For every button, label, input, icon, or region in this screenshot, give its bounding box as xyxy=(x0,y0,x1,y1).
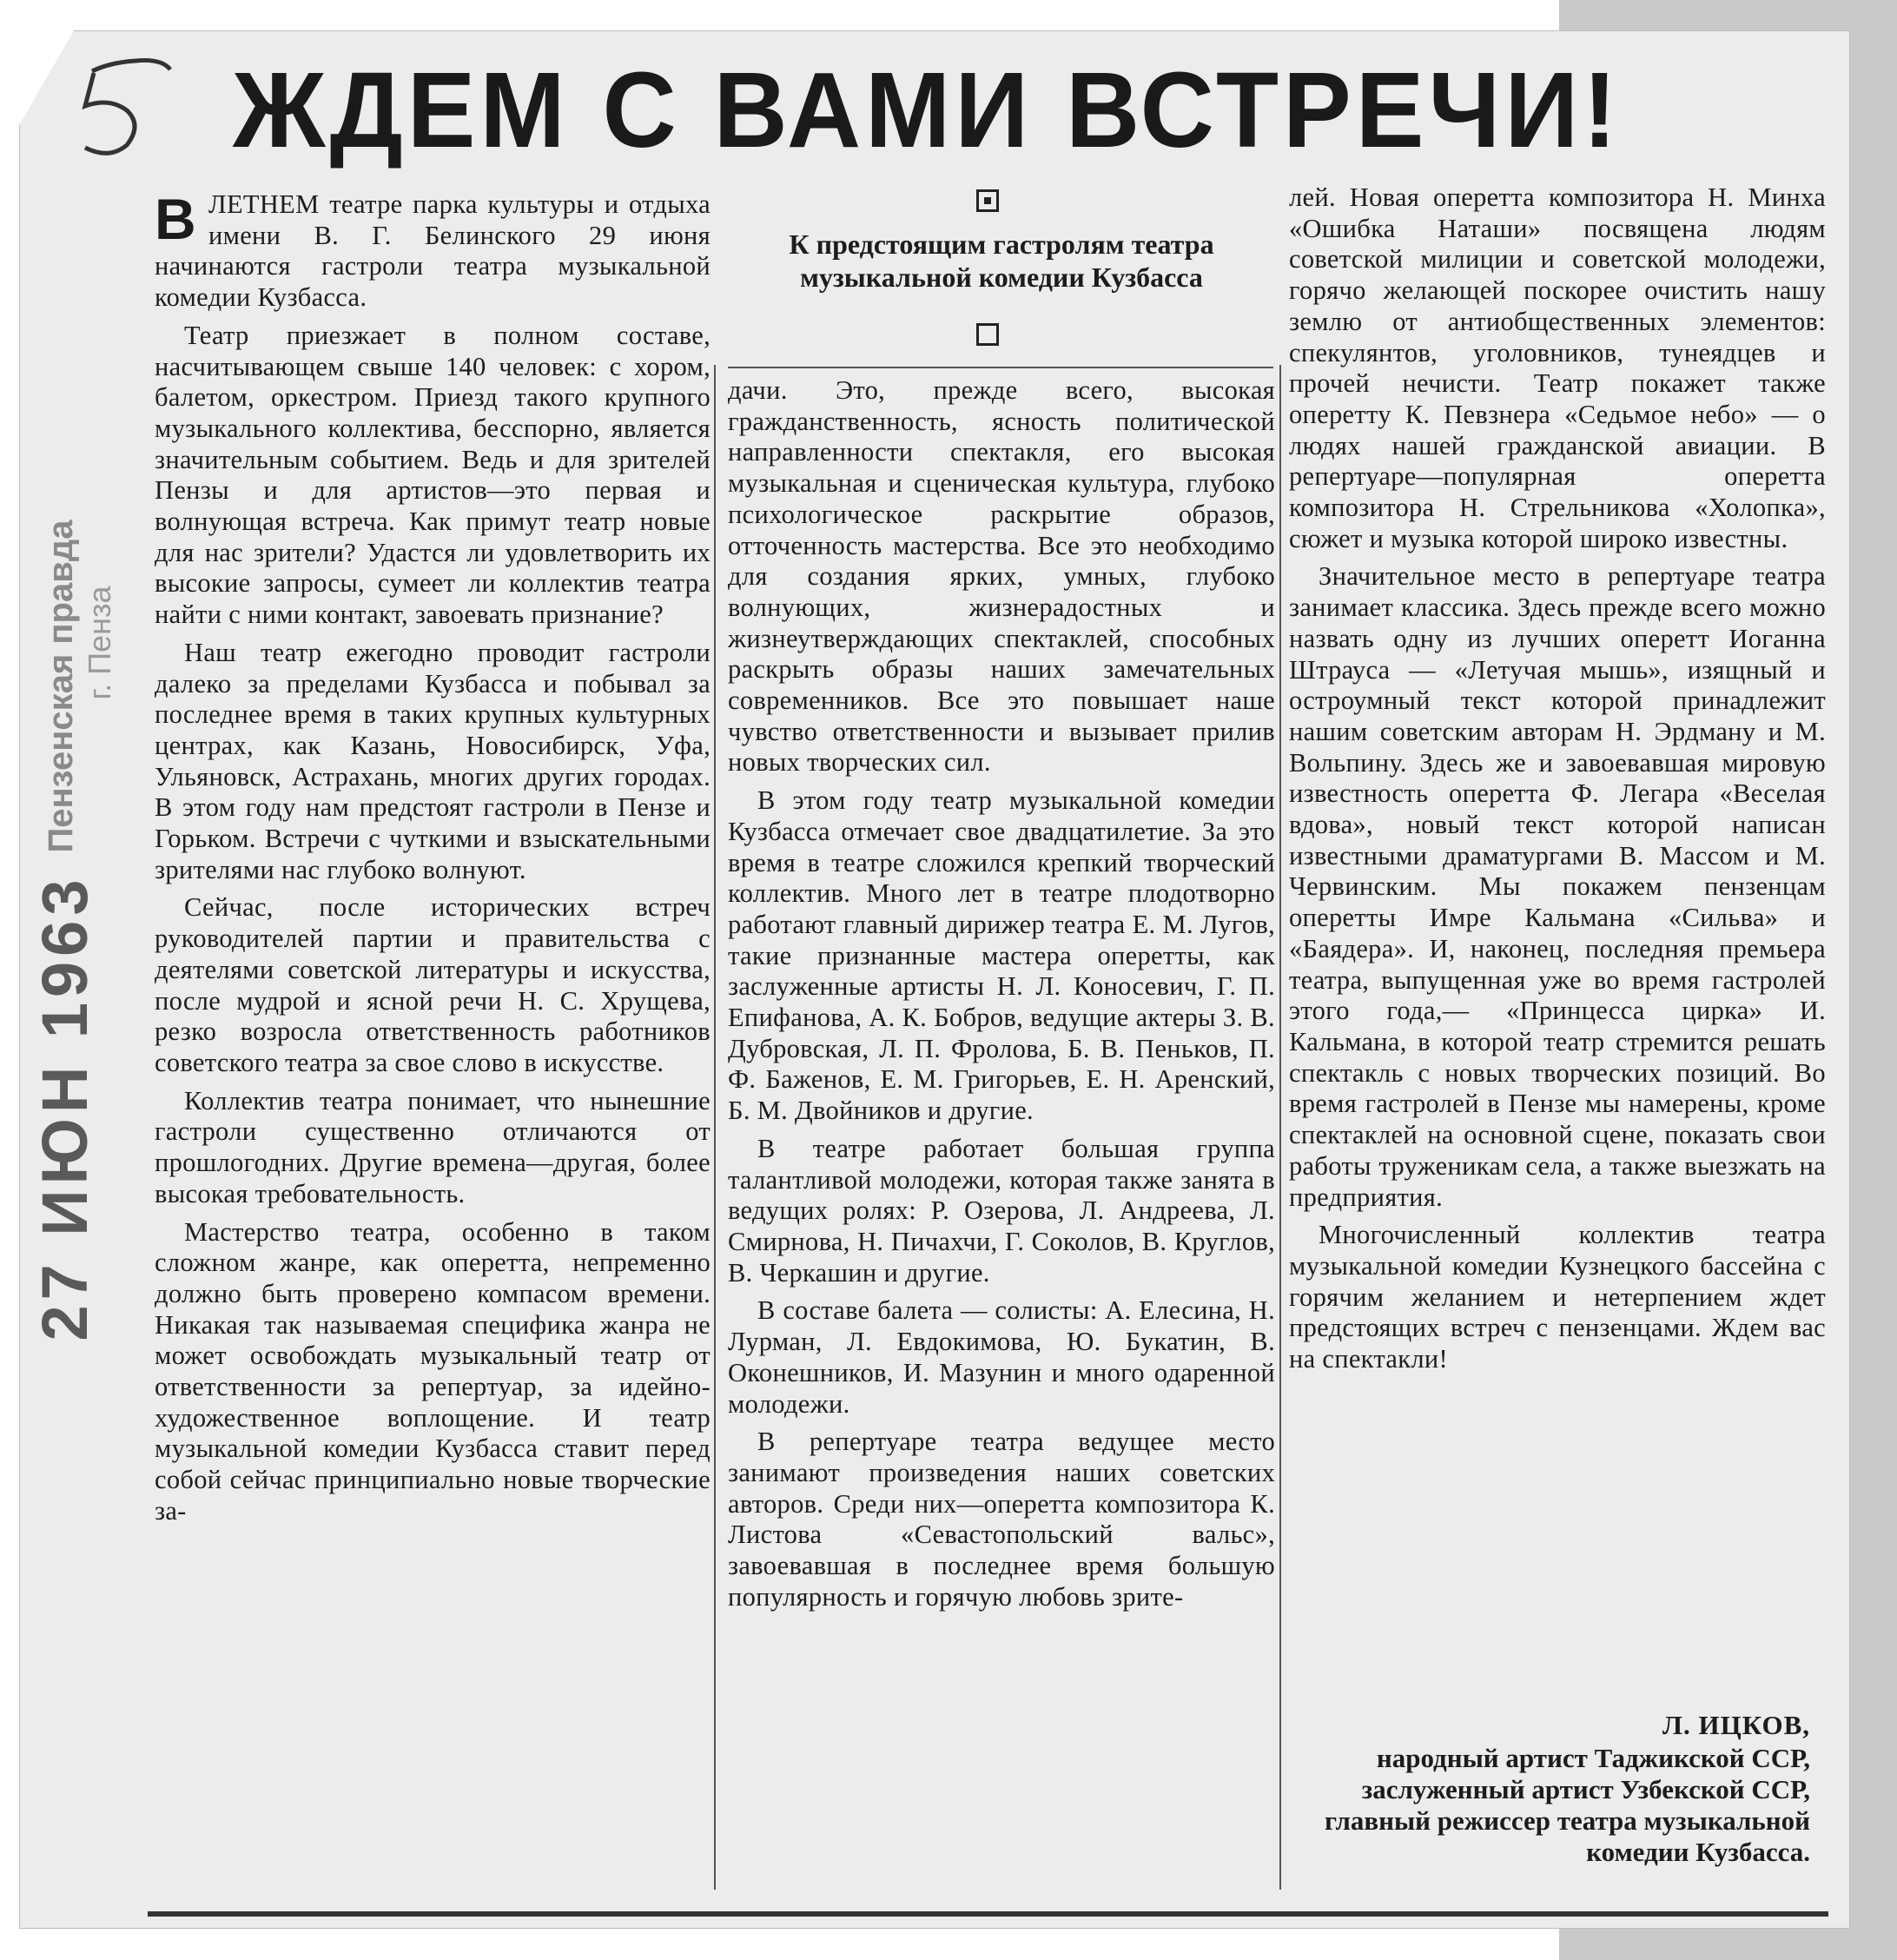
paragraph: дачи. Это, прежде всего, высокая гражданственность, ясность политической направленности спектакля, его высокая музыкальная и сценическая культура, глубоко психологическое раскрытие образов, отточенность мастерства. Все это необходимо для создания ярких, умных, глубоко волнующих, жизнерадостных и жизнеутверждающих спектаклей, способных раскрыть образы наших замечательных современников. Все это повышает наше чувство ответственности и вызывает прилив новых творческих сил. xyxy=(728,375,1275,778)
paragraph: Мастерство театра, особенно в таком сложном жанре, как оперетта, непременно должно быть проверено компасом времени. Никакая так называемая специфика жанра не может освобождать музыкальный театр от ответственности за репертуар, за идейно-художественное воплощение. И театр музыкальной комедии Кузбасса ставит перед собой сейчас принципиально новые творческие за- xyxy=(155,1216,711,1526)
article-column-3 xyxy=(1289,182,1826,1382)
publication-city: г. Пенза xyxy=(82,586,117,700)
paragraph: В составе балета — солисты: А. Елесина, Н. Лурман, Л. Евдокимова, Ю. Букатин, В. Оконешников, И. Мазунин и много одаренной молодежи. xyxy=(728,1295,1275,1419)
author-name: Л. ИЦКОВ, xyxy=(1662,1710,1810,1740)
ornament-top xyxy=(976,189,999,212)
paragraph: Значительное место в репертуаре театра занимает классика. Здесь прежде всего можно назвать одну из лучших оперетт Иоганна Штрауса — «Летучая мышь», изящный и остроумный текст которой принадлежит нашим советским авторам Н. Эрдману и М. Вольпину. Здесь же и завоевавшая мировую известность оперетта Ф. Легара «Веселая вдова», новый текст которой написан известными драматургами В. Массом и М. Червинским. Мы покажем пензенцам оперетты Имре Кальмана «Сильва» и «Баядера». И, наконец, последняя премьера театра, выпущенная уже во время гастролей этого года,— «Принцесса цирка» И. Кальмана, в которой театр стремится решать спектакль с новых творческих позиций. Во время гастролей в Пензе мы намерены, кроме спектаклей на основной сцене, показать свои работы труженикам села, а также выезжать на предприятия. xyxy=(1289,561,1826,1212)
column-rule-2 xyxy=(1279,365,1281,1890)
paragraph: Театр приезжает в полном составе, насчитывающем свыше 140 человек: с хором, балетом, оркестром. Приезд такого крупного музыкального коллектива, бесспорно, является значительным событием. Ведь и для зрителей Пензы и для артистов—это первая и волнующая встреча. Как примут театр новые для нас зрители? Удастся ли удовлетворить их высокие запросы, сумеет ли коллектив театра найти с ними контакт, завоевать признание? xyxy=(155,320,711,630)
paragraph: В репертуаре театра ведущее место занимают произведения наших советских авторов. Среди них—оперетта композитора К. Листова «Севастопольский вальс», завоевавшая в последнее время большую популярность и горячую любовь зрите- xyxy=(728,1427,1275,1612)
paragraph: ВЛЕТНЕМ театре парка культуры и отдыха имени В. Г. Белинского 29 июня начинаются гастроли театра музыкальной комедии Кузбасса. xyxy=(155,187,711,313)
handwritten-mark xyxy=(75,54,179,167)
paragraph: В этом году театр музыкальной комедии Кузбасса отмечает свое двадцатилетие. За это время в театре сложился крепкий творческий коллектив. Много лет в театре плодотворно работают главный дирижер театра Е. М. Лугов, такие признанные мастера оперетты, как заслуженные артисты Н. Л. Коносевич, Г. П. Епифанова, А. К. Бобров, ведущие актеры З. В. Дубровская, Л. П. Фролова, Б. В. Пеньков, П. Ф. Баженов, Е. М. Григорьев, Е. Н. Аренский, Б. М. Двойников и другие. xyxy=(728,785,1275,1126)
column2-top-rule xyxy=(728,367,1273,368)
article-column-2 xyxy=(728,375,1275,1619)
date-stamp: 27 ИЮН 1963 xyxy=(29,874,101,1341)
article-column-1 xyxy=(155,189,711,1534)
subheadline: К предстоящим гастролям театра музыкальной комедии Кузбасса xyxy=(789,228,1214,293)
ornament-bottom xyxy=(976,323,999,346)
headline: ЖДЕМ С ВАМИ ВСТРЕЧИ! xyxy=(233,50,1622,171)
paragraph: Многочисленный коллектив театра музыкальной комедии Кузнецкого бассейна с горячим желанием и нетерпением ждет предстоящих встреч с пензенцами. Ждем вас на спектакли! xyxy=(1289,1220,1826,1374)
author-signature xyxy=(1289,1710,1810,1868)
paragraph: Сейчас, после исторических встреч руководителей партии и правительства с деятелями советской литературы и искусства, после мудрой и ясной речи Н. С. Хрущева, резко возросла ответственность работников советского театра за свое слово в искусстве. xyxy=(155,892,711,1077)
bottom-rule xyxy=(148,1911,1828,1917)
paragraph: В театре работает большая группа талантливой молодежи, которая также занята в ведущих ролях: Р. Озерова, Л. Андреева, Л. Смирнова, Н. Пичахчи, Г. Соколов, В. Круглов, В. Черкашин и другие. xyxy=(728,1133,1275,1288)
publication-name: Пензенская правда xyxy=(42,520,80,853)
drop-cap: В xyxy=(155,187,196,251)
author-title: народный артист Таджикской ССР, заслуженный артист Узбекской ССР, главный режиссер театра музыкальной комедии Кузбасса. xyxy=(1324,1743,1810,1867)
column-rule-1 xyxy=(714,365,716,1890)
paragraph: лей. Новая оперетта композитора Н. Минха «Ошибка Наташи» посвящена людям советской милиции и советской молодежи, горячо желающей поскорее очистить нашу землю от антиобщественных элементов: спекулянтов, уголовников, тунеядцев и прочей нечисти. Театр покажет также оперетту К. Певзнера «Седьмое небо» — о людях нашей гражданской авиации. В репертуаре—популярная оперетта композитора Н. Стрельникова «Холопка», сюжет и музыка которой широко известны. xyxy=(1289,182,1826,553)
paragraph: Наш театр ежегодно проводит гастроли далеко за пределами Кузбасса и побывал за последнее время в таких крупных культурных центрах, как Казань, Новосибирск, Уфа, Ульяновск, Астрахань, многих других городах. В этом году нам предстоят гастроли в Пензе и Горьком. Встречи с чуткими и взыскательными зрителями нас глубоко волнуют. xyxy=(155,637,711,884)
paragraph: Коллектив театра понимает, что нынешние гастроли существенно отличаются от прошлогодних. Другие времена—другая, более высокая требовательность. xyxy=(155,1085,711,1208)
